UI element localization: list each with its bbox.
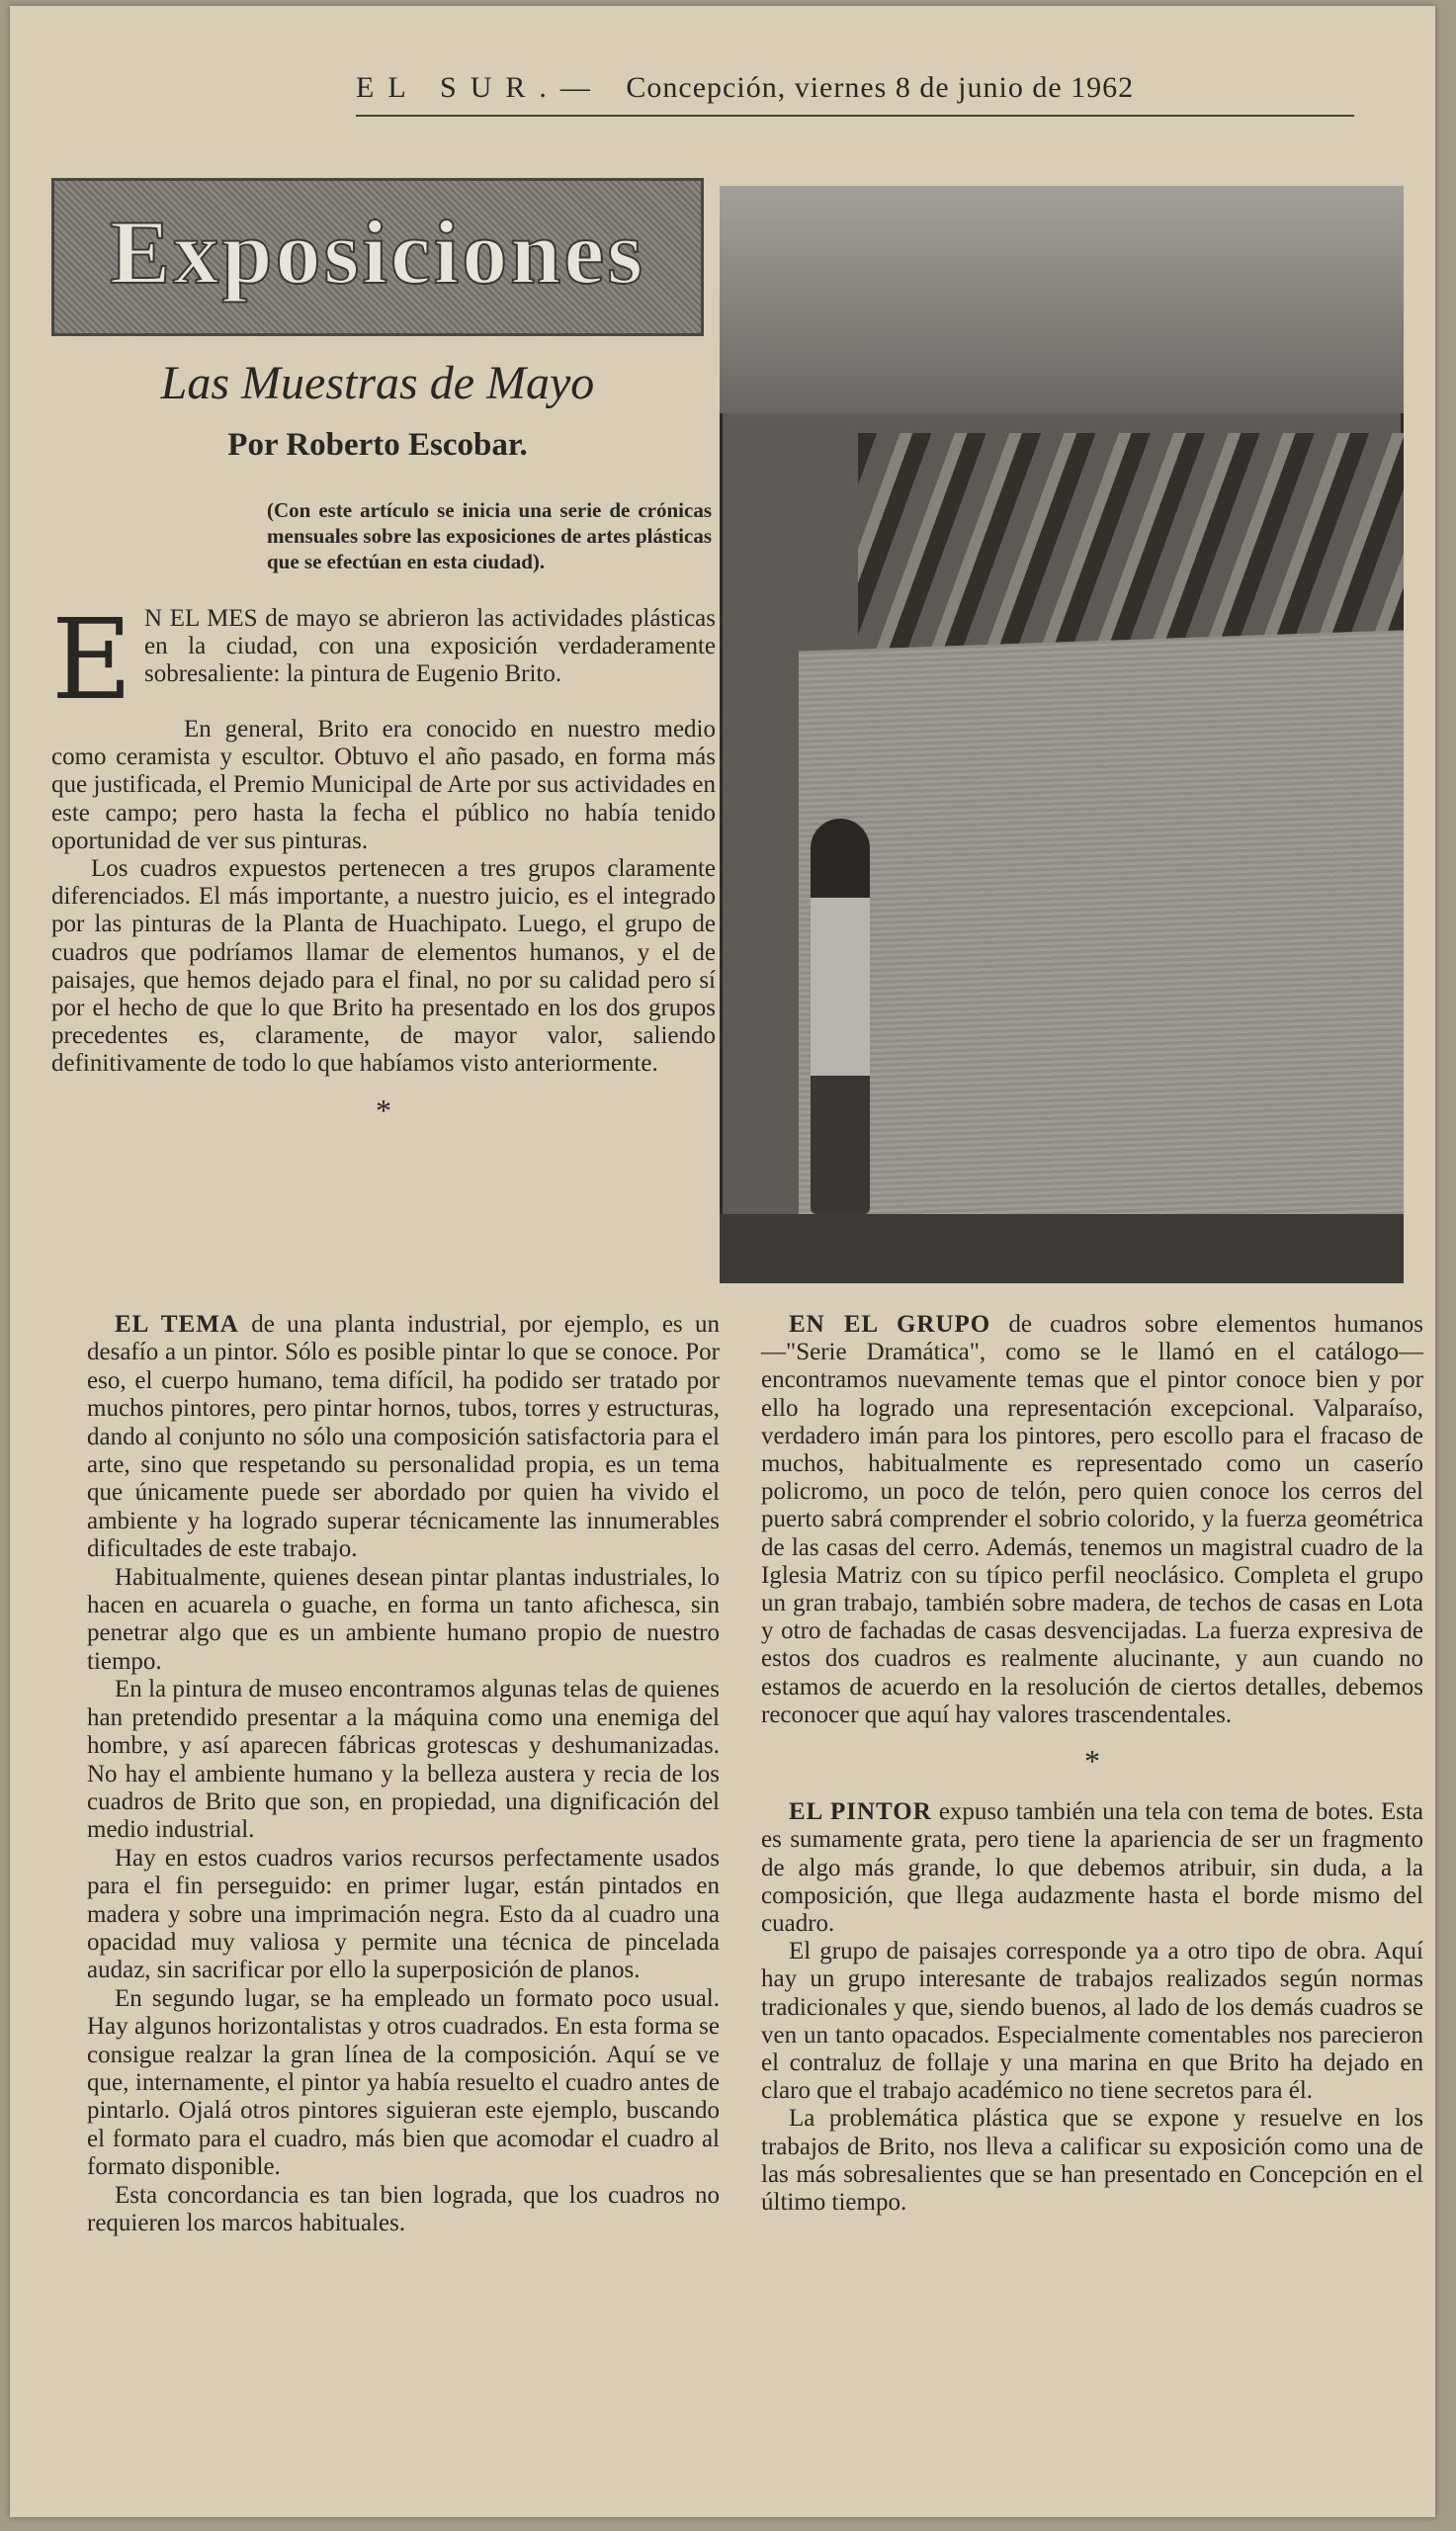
paragraph: Hay en estos cuadros varios recursos perfectamente usados para el fin perseguido: en primer lugar, están pintados en madera y sobre una imprimación negra. Esto da al cuadro una opacidad muy valiosa y permite una técnica de pincelada audaz, sin sacrificar por ello la superposición de planos.	[87, 1844, 720, 1984]
paragraph: El grupo de paisajes corresponde ya a otro tipo de obra. Aquí hay un grupo interesante de trabajos realizados según normas tradicionales y que, siendo buenos, al lado de los demás cuadros se ven un tanto opacados. Especialmente comentables nos parecieron el contraluz de follaje y una marina en que Brito ha dejado en claro que el trabajo académico no tiene secretos para él.	[761, 1938, 1423, 2105]
paragraph-text: de una planta industrial, por ejemplo, es un desafío a un pintor. Sólo es posible pintar lo que se conoce. Por eso, el cuerpo humano, tema difícil, ha podido ser tratado por muchos pintores, pero pintar hornos, tubos, torres y estructuras, dando al conjunto no sólo una composición satisfactoria para el arte, sino que respetando su personalidad propia, es un tema que únicamente puede ser abordado por quien ha vivido el ambiente y ha logrado superar técnicamente las innumerables dificultades de este trabajo.	[87, 1311, 721, 1563]
article-column-left	[87, 1311, 720, 2237]
section-banner	[51, 178, 704, 336]
photo-ceiling	[720, 186, 1404, 413]
photo-wall	[799, 630, 1404, 1244]
paragraph: En general, Brito era conocido en nuestro medio como ceramista y escultor. Obtuvo el año pasado, en forma más que justificada, el Premio Municipal de Arte por sus actividades en este campo; pero hasta la fecha el público no había tenido oportunidad de ver sus pinturas.	[51, 716, 716, 854]
drop-cap: E	[51, 596, 132, 725]
paragraph: En segundo lugar, se ha empleado un formato poco usual. Hay algunos horizontalistas y otros cuadrados. En esta forma se consigue realzar la gran línea de la composición. Aquí se ve que, internamente, el pintor ya había resuelto el cuadro antes de pintarlo. Ojalá otros pintores siguieran este ejemplo, buscando el formato para el cuadro, más bien que acomodar el cuadro al formato disponible.	[87, 1984, 720, 2181]
photo-visitor-figure	[811, 819, 870, 1214]
paragraph	[761, 1798, 1423, 1938]
article-column-right	[761, 1311, 1423, 2217]
section-separator: *	[376, 1091, 391, 1128]
paragraph-lead-caps: EL TEMA	[115, 1311, 239, 1338]
dateline: Concepción, viernes 8 de junio de 1962	[626, 71, 1135, 104]
lead-caps: N EL MES	[144, 605, 258, 632]
article-title: Las Muestras de Mayo	[160, 357, 595, 409]
article-body-top	[51, 596, 717, 1150]
paragraph: La problemática plástica que se expone y resuelve en los trabajos de Brito, nos lleva a calificar su exposición como una de las más sobresalientes que se han presentado en Concepción en el último tiempo.	[761, 2105, 1423, 2217]
lead-text: de mayo se abrieron las actividades plásticas en la ciudad, con una exposición verdaderamente sobresaliente: la pintura de Eugenio Brito.	[144, 605, 717, 688]
paragraph: En la pintura de museo encontramos algunas telas de quienes han pretendido presentar a la máquina como una enemiga del hombre, y así aparecen fábricas grotescas y deshumanizadas. No hay el ambiente humano y la belleza austera y recia de los cuadros de Brito que son, en propiedad, una dignificación del medio industrial.	[87, 1676, 720, 1844]
paragraph: Los cuadros expuestos pertenecen a tres grupos claramente diferenciados. El más importante, a nuestro juicio, es el integrado por las pinturas de la Planta de Huachipato. Luego, el grupo de cuadros que podríamos llamar de elementos humanos, y el de paisajes, que hemos dejado para el final, no por su calidad pero sí por el hecho de que lo que Brito ha presentado en los dos grupos precedentes es, claramente, de mayor valor, saliendo definitivamente de todo lo que habíamos visto anteriormente.	[51, 855, 716, 1078]
masthead	[356, 71, 1354, 105]
byline: Por Roberto Escobar.	[227, 427, 528, 463]
masthead-rule	[356, 115, 1354, 117]
exhibition-photo	[720, 186, 1404, 1283]
section-banner-text: Exposiciones	[109, 202, 646, 303]
lead-paragraph	[51, 596, 717, 725]
paragraph: Esta concordancia es tan bien lograda, que los cuadros no requieren los marcos habituales.	[87, 2181, 720, 2236]
photo-floor	[720, 1214, 1404, 1283]
intro-note: (Con este artículo se inicia una serie de crónicas mensuales sobre las exposiciones de artes plásticas que se efectúan en esta ciudad).	[267, 498, 712, 573]
paragraph-lead-caps: EL PINTOR	[789, 1798, 932, 1826]
paragraph	[87, 1311, 720, 1564]
photo-paintings	[858, 433, 1404, 660]
paragraph-text: expuso también una tela con tema de botes. Esta es sumamente grata, pero tiene la apariencia de ser un fragmento de algo más grande, lo que debemos atribuir, sin duda, a la composición, que llega audazmente hasta el borde mismo del cuadro.	[761, 1798, 1424, 1938]
paragraph-text: de cuadros sobre elementos humanos —"Serie Dramática", como se le llamó en el catálogo— encontramos nuevamente temas que el pintor conoce bien y por ello ha logrado una representación excepcional. Valparaíso, verdadero imán para los pintores, pero escollo para el fracaso de muchos, habitualmente es representado como un caserío policromo, un poco de telón, pero quien conoce los cerros del puerto sabrá comprender el sobrio colorido, y la fuerza geométrica de las casas del cerro. Además, tenemos un magistral cuadro de la Iglesia Matriz con su típico perfil neoclásico. Completa el grupo un gran trabajo, también sobre madera, de techos de casas en Lota y otro de fachadas de casas desvencijadas. La fuerza expresiva de estos dos cuadros es realmente alucinante, y aun cuando no estamos de acuerdo en la resolución de ciertos detalles, debemos reconocer que aquí hay valores trascendentales.	[761, 1311, 1423, 1728]
section-separator: *	[1084, 1743, 1100, 1780]
paragraph-lead-caps: EN EL GRUPO	[789, 1311, 991, 1338]
paragraph	[761, 1311, 1423, 1729]
paragraph: Habitualmente, quienes desean pintar plantas industriales, lo hacen en acuarela o guache, en forma un tanto afichesca, sin penetrar algo que es un ambiente humano propio de nuestro tiempo.	[87, 1563, 720, 1675]
newspaper-name: EL SUR.—	[356, 71, 604, 104]
